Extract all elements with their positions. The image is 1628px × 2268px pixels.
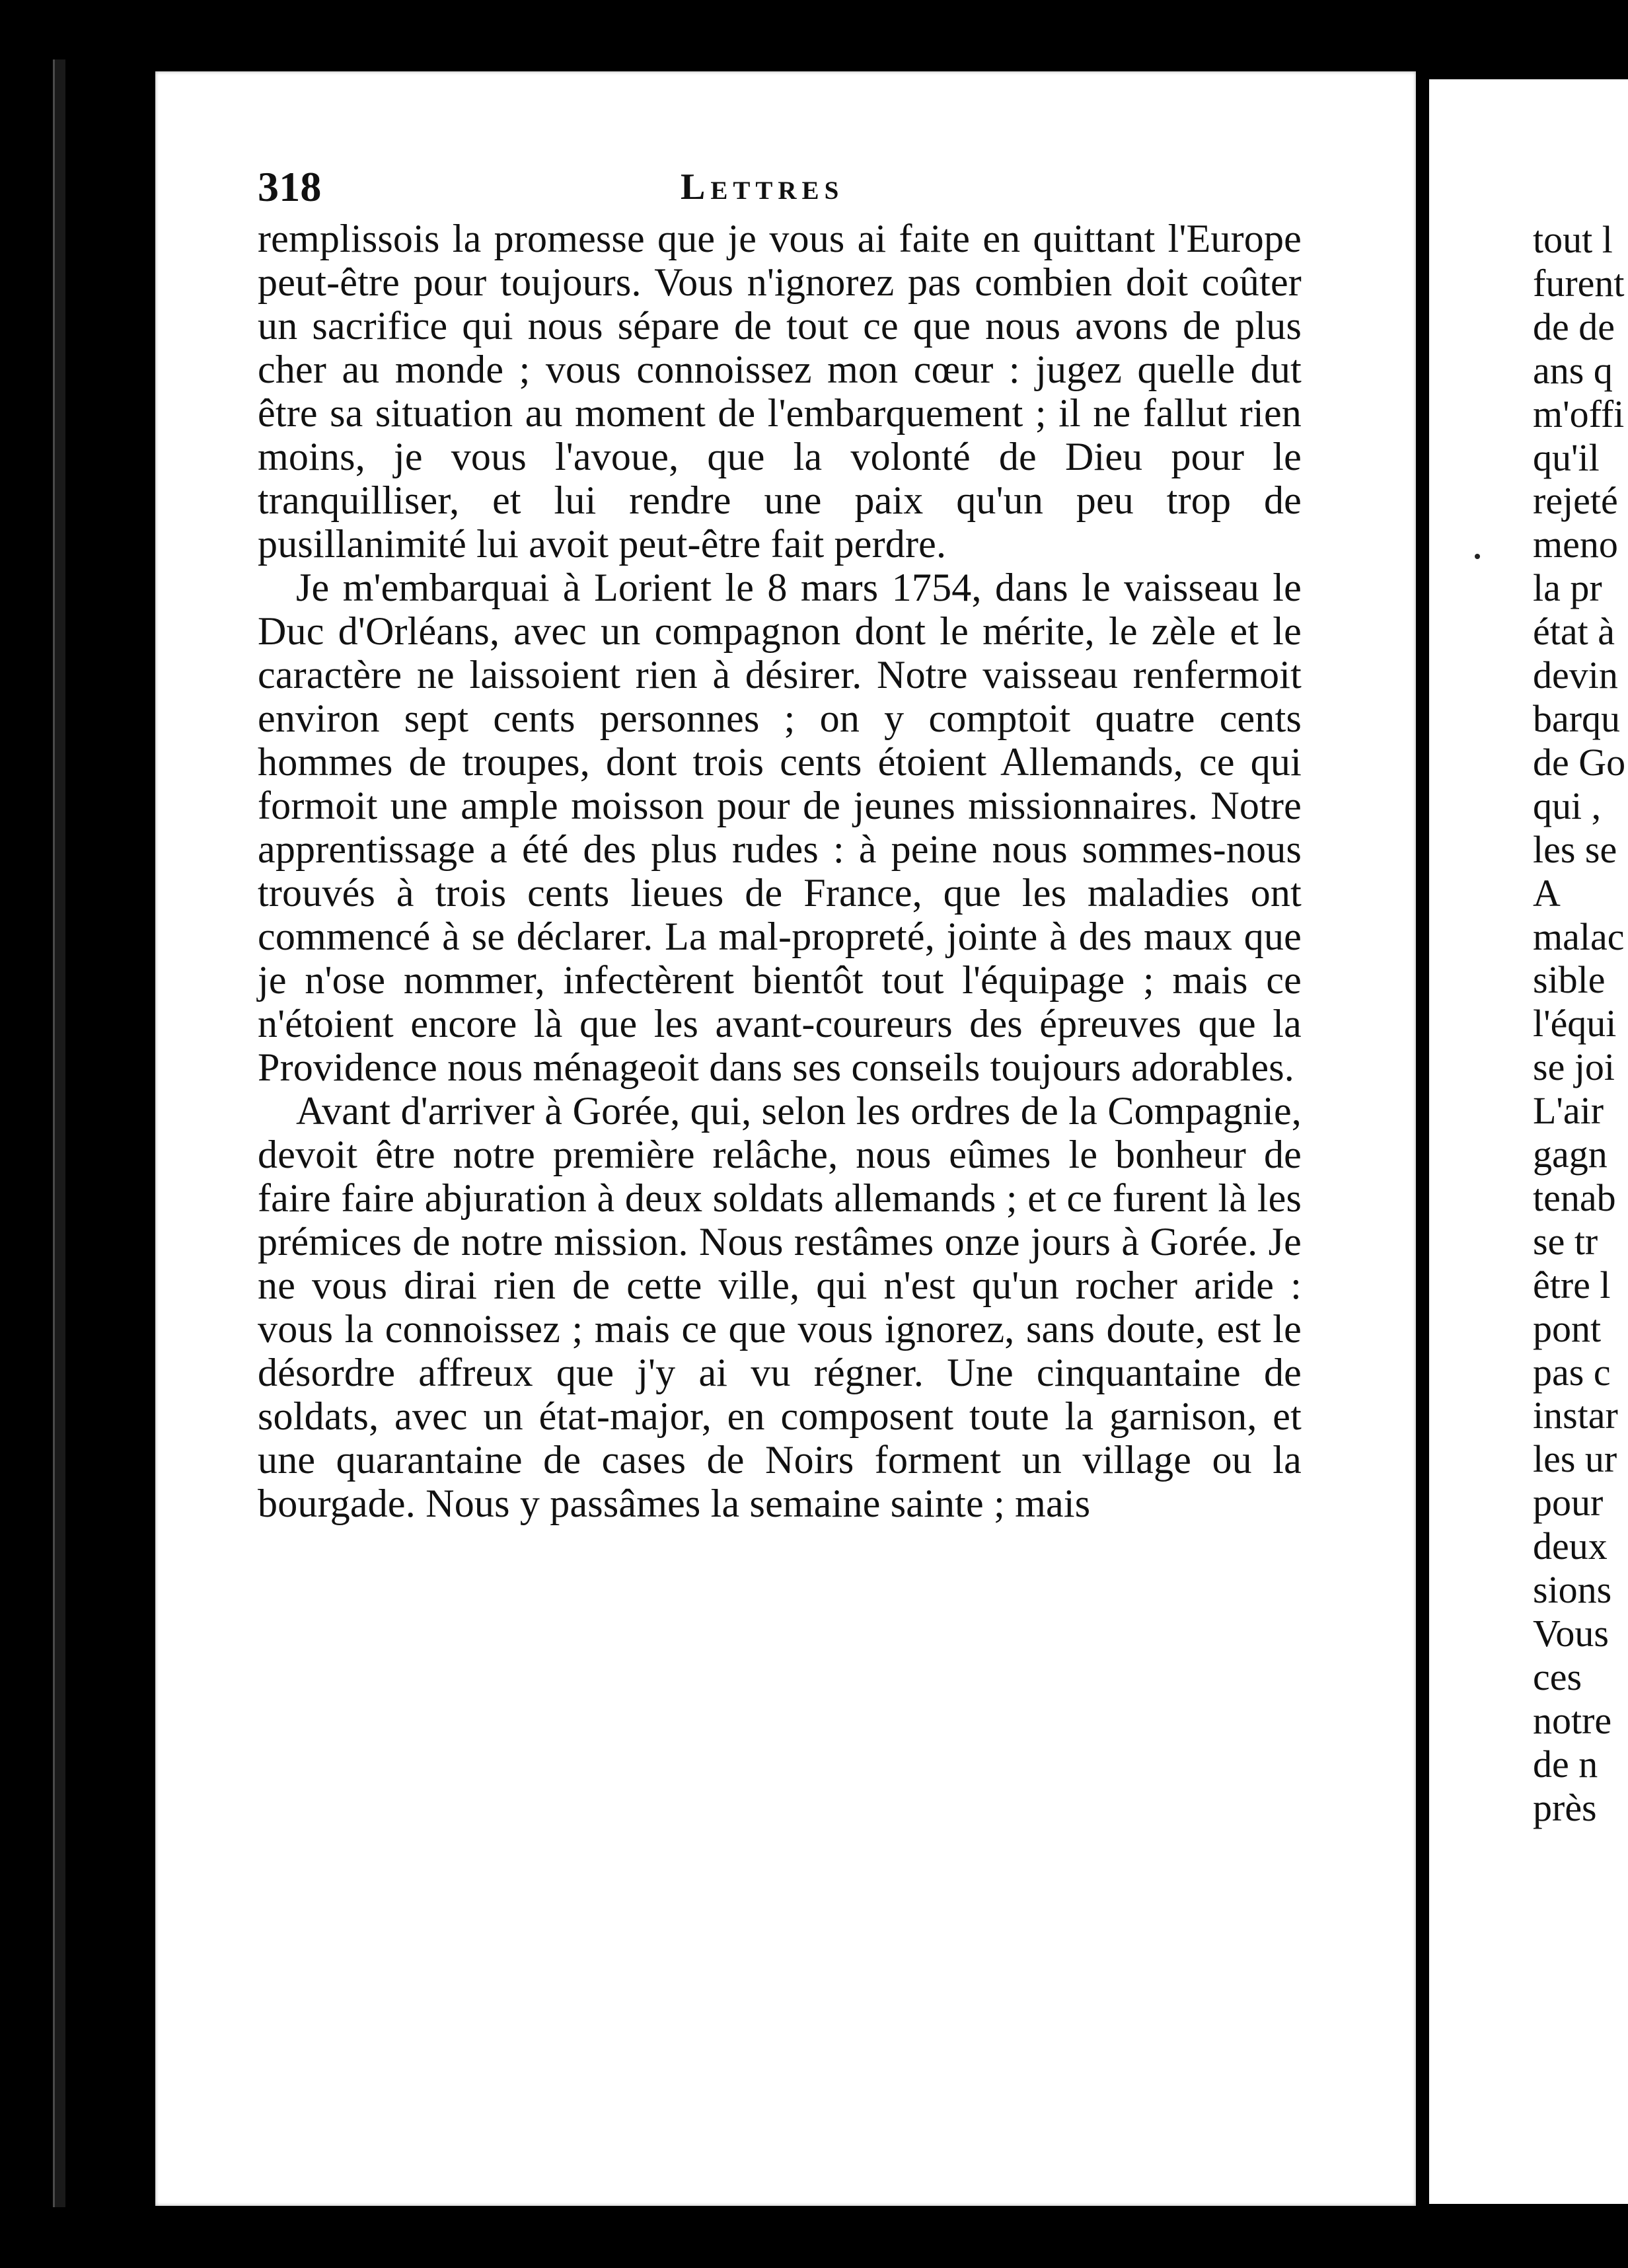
right-line: gagn xyxy=(1533,1133,1608,1176)
right-line: sible xyxy=(1533,958,1606,1002)
right-line: ces xyxy=(1533,1655,1582,1698)
right-line: tenab xyxy=(1533,1176,1616,1219)
paragraph-3: Avant d'arriver à Gorée, qui, selon les ordres de la Compagnie, devoit être notre première relâche, nous eûmes le bonheur de faire faire abjuration à deux soldats allemands ; et ce furent là les prémices de notre mission. Nous restâmes onze jours à Gorée. Je ne vous dirai rien de cette ville, qui n'est qu'un rocher aride : vous la connoissez ; mais ce que vous ignorez, sans doute, est le désordre affreux que j'y ai vu régner. Une cinquantaine de soldats, avec un état-major, en composent toute la garnison, et une quarantaine de cases de Noirs forment un village ou la bourgade. Nous y passâmes la semaine sainte ; mais xyxy=(258,1089,1302,1525)
right-line: pont xyxy=(1533,1306,1602,1350)
running-title: Lettres xyxy=(681,167,844,208)
right-line: pas c xyxy=(1533,1350,1611,1394)
right-line: furent xyxy=(1533,261,1625,305)
right-line: ans q xyxy=(1533,348,1613,392)
right-line: rejeté xyxy=(1533,479,1618,523)
right-line: A xyxy=(1533,871,1561,915)
right-line: près xyxy=(1533,1786,1597,1829)
left-page-text xyxy=(258,165,1302,1525)
running-head xyxy=(258,165,1302,211)
right-line: l'équi xyxy=(1533,1002,1617,1045)
right-line: de Go xyxy=(1533,740,1626,784)
right-line: se joi xyxy=(1533,1045,1615,1089)
right-line: Vous xyxy=(1533,1612,1609,1655)
paragraph-1: remplissois la promesse que je vous ai faite en quittant l'Europe peut-être pour toujours. Vous n'ignorez pas combien doit coûter un sacrifice qui nous sépare de tout ce que nous avons de plus cher au monde ; vous connoissez mon cœur : jugez quelle dut être sa situation au moment de l'embarquement ; il ne fallut rien moins, je vous l'avoue, que la volonté de Dieu pour le tranquilliser, et lui rendre une paix qu'un peu trop de pusillanimité lui avoit peut-être fait perdre. xyxy=(258,217,1302,566)
right-line: malac xyxy=(1533,915,1625,958)
right-line: se tr xyxy=(1533,1219,1598,1263)
right-line: de de xyxy=(1533,305,1615,348)
paragraph-2: Je m'embarquai à Lorient le 8 mars 1754, dans le vaisseau le Duc d'Orléans, avec un compagnon dont le mérite, le zèle et le caractère ne laissoient rien à désirer. Notre vaisseau renfermoit environ sept cents personnes ; on y comptoit quatre cents hommes de troupes, dont trois cents étoient Allemands, ce qui formoit une ample moisson pour de jeunes missionnaires. Notre apprentissage a été des plus rudes : à peine nous sommes-nous trouvés à trois cents lieues de France, que les maladies ont commencé à se déclarer. La mal-propreté, jointe à des maux que je n'ose nommer, infectèrent bientôt tout l'équipage ; mais ce n'étoient encore là que les avant-coureurs des épreuves que la Providence nous ménageoit dans ses conseils toujours adorables. xyxy=(258,566,1302,1089)
right-line: meno xyxy=(1533,523,1618,566)
right-line: la pr xyxy=(1533,566,1602,610)
right-line: les se xyxy=(1533,827,1617,871)
right-line: notre xyxy=(1533,1698,1612,1742)
right-line: tout l xyxy=(1533,218,1613,261)
right-line: de n xyxy=(1533,1742,1598,1786)
right-line: qu'il xyxy=(1533,435,1600,479)
right-line: L'air xyxy=(1533,1089,1604,1133)
right-line: instar xyxy=(1533,1394,1618,1437)
right-line: état à xyxy=(1533,610,1615,654)
right-page-text xyxy=(1533,218,1628,1830)
right-line: devin xyxy=(1533,654,1618,697)
right-line: être l xyxy=(1533,1263,1611,1306)
book-spine-edge xyxy=(53,59,65,2207)
ink-speck xyxy=(1475,554,1480,559)
right-line: sions xyxy=(1533,1568,1612,1612)
right-line: barqu xyxy=(1533,697,1621,740)
right-line: deux xyxy=(1533,1525,1608,1568)
right-line: pour xyxy=(1533,1481,1604,1525)
right-line: qui , xyxy=(1533,784,1602,827)
right-line: m'offi xyxy=(1533,392,1625,435)
right-line: les ur xyxy=(1533,1437,1617,1481)
page-number: 318 xyxy=(258,163,322,210)
